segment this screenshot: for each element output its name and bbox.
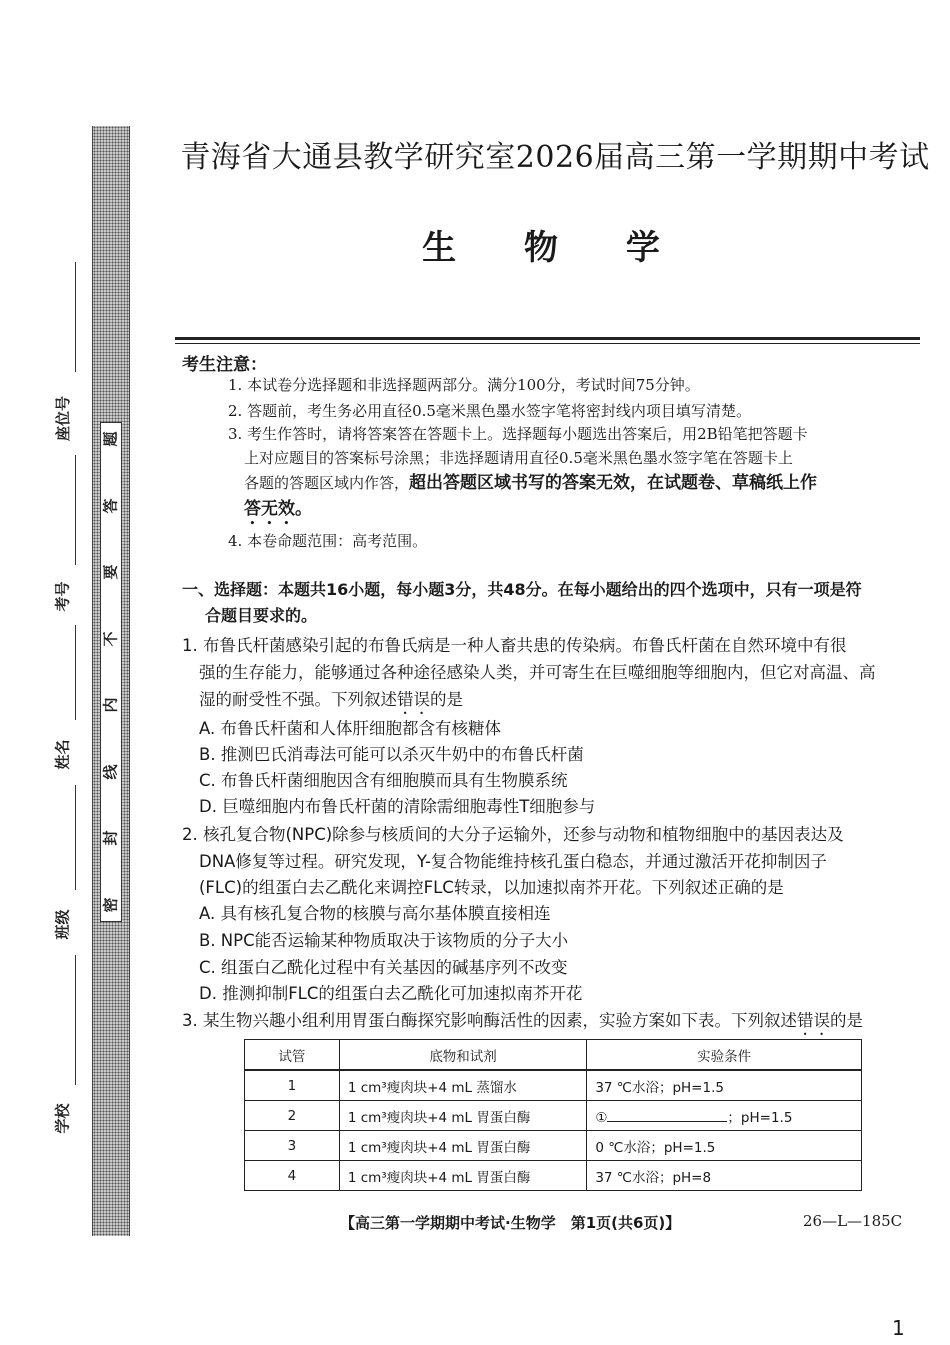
exam-title: 青海省大通县教学研究室2026届高三第一学期期中考试 bbox=[180, 140, 930, 175]
exam-number-field bbox=[42, 570, 82, 620]
name-line[interactable] bbox=[75, 625, 76, 720]
notice-item-3-line-3 bbox=[244, 470, 920, 496]
table-cell-reagent: 1 cm³瘦肉块+4 mL 胃蛋白酶 bbox=[339, 1161, 586, 1191]
name-field bbox=[42, 728, 82, 778]
notice-item-3-emphasis-end: 答无效。 bbox=[244, 499, 312, 519]
class-label: 班级 bbox=[53, 909, 72, 940]
table-cell-condition: 37 ℃水浴；pH=1.5 bbox=[587, 1070, 862, 1101]
seat-number-line[interactable] bbox=[75, 262, 76, 372]
q1-emphasis: 错误 bbox=[397, 690, 430, 709]
blank-marker: ① bbox=[595, 1109, 608, 1126]
section-heading-line-2: 合题目要求的。 bbox=[205, 606, 318, 625]
seal-char: 封 bbox=[101, 830, 120, 846]
table-header-tube: 试管 bbox=[245, 1040, 340, 1071]
notice-item-3-line-4 bbox=[244, 496, 920, 529]
school-line[interactable] bbox=[75, 955, 76, 1085]
footer-paper-code: 26—L—185C bbox=[803, 1212, 903, 1230]
q2-option-a: A. 具有核孔复合物的核膜与高尔基体膜直接相连 bbox=[199, 904, 551, 923]
seal-char: 线 bbox=[101, 764, 120, 780]
table-header-condition: 实验条件 bbox=[587, 1040, 862, 1071]
header-rule-thin bbox=[175, 343, 920, 344]
notice-item-3-plain: 各题的答题区域内作答， bbox=[244, 474, 410, 492]
q3-stem-pre: 3. 某生物兴趣小组利用胃蛋白酶探究影响酶活性的因素，实验方案如下表。下列叙述 bbox=[182, 1011, 797, 1030]
q1-option-b: B. 推测巴氏消毒法可能可以杀灭牛奶中的布鲁氏杆菌 bbox=[199, 745, 584, 764]
exam-number-line[interactable] bbox=[75, 455, 76, 565]
seal-line-box bbox=[100, 422, 122, 922]
notice-item-1: 1. 本试卷分选择题和非选择题两部分。满分100分，考试时间75分钟。 bbox=[228, 376, 700, 394]
table-row bbox=[245, 1131, 862, 1161]
school-label: 学校 bbox=[53, 1103, 72, 1134]
seal-char: 要 bbox=[101, 564, 120, 580]
q1-stem-line-2: 强的生存能力，能够通过各种途径感染人类，并可寄生在巨噬细胞等细胞内，但它对高温、高 bbox=[199, 663, 876, 682]
class-line[interactable] bbox=[75, 785, 76, 890]
q1-stem-pre: 湿的耐受性不强。下列叙述 bbox=[199, 690, 397, 709]
header-rule bbox=[175, 337, 920, 340]
table-cell-condition: 37 ℃水浴；pH=8 bbox=[587, 1161, 862, 1191]
q2-stem-line-3: (FLC)的组蛋白去乙酰化来调控FLC转录，以加速拟南芥开花。下列叙述正确的是 bbox=[199, 878, 784, 897]
table-row bbox=[245, 1101, 862, 1131]
footer-exam-info: 【高三第一学期期中考试·生物学 第1页(共6页)】 bbox=[340, 1214, 681, 1232]
table-cell-condition bbox=[587, 1101, 862, 1131]
q1-stem-post: 的是 bbox=[430, 690, 463, 709]
table-header-row bbox=[245, 1040, 862, 1071]
seal-char: 密 bbox=[101, 897, 120, 913]
experiment-table bbox=[244, 1039, 862, 1191]
section-heading-line-1: 一、选择题：本题共16小题，每小题3分，共48分。在每小题给出的四个选项中，只有一项是符 bbox=[182, 580, 862, 599]
table-cell-reagent: 1 cm³瘦肉块+4 mL 蒸馏水 bbox=[339, 1070, 586, 1101]
notice-item-3-line-2: 上对应题目的答案标号涂黑；非选择题请用直径0.5毫米黑色墨水签字笔在答题卡上 bbox=[244, 449, 793, 467]
seat-number-label: 座位号 bbox=[53, 395, 72, 442]
q1-stem-line-1: 1. 布鲁氏杆菌感染引起的布鲁氏病是一种人畜共患的传染病。布鲁氏杆菌在自然环境中有很 bbox=[182, 636, 847, 655]
notice-item-3-line-1: 3. 考生作答时，请将答案答在答题卡上。选择题每小题选出答案后，用2B铅笔把答题卡 bbox=[228, 425, 808, 443]
table-row bbox=[245, 1070, 862, 1101]
q1-option-a: A. 布鲁氏杆菌和人体肝细胞都含有核糖体 bbox=[199, 719, 501, 738]
table-cell-tube: 2 bbox=[245, 1101, 340, 1131]
notice-heading: 考生注意： bbox=[182, 355, 267, 375]
exam-number-label: 考号 bbox=[53, 581, 72, 612]
table-cell-reagent: 1 cm³瘦肉块+4 mL 胃蛋白酶 bbox=[339, 1131, 586, 1161]
table-cell-reagent: 1 cm³瘦肉块+4 mL 胃蛋白酶 bbox=[339, 1101, 586, 1131]
q2-option-c: C. 组蛋白乙酰化过程中有关基因的碱基序列不改变 bbox=[199, 958, 568, 977]
name-label: 姓名 bbox=[53, 739, 72, 770]
q1-option-d: D. 巨噬细胞内布鲁氏杆菌的清除需细胞毒性T细胞参与 bbox=[199, 797, 596, 816]
table-cell-tube: 1 bbox=[245, 1070, 340, 1101]
q3-emphasis: 错误 bbox=[797, 1011, 830, 1030]
seal-char: 答 bbox=[101, 498, 120, 514]
q1-stem-line-3 bbox=[199, 686, 921, 718]
table-row bbox=[245, 1161, 862, 1191]
seal-char: 不 bbox=[101, 631, 120, 647]
notice-item-3-emphasis: 超出答题区域书写的答案无效，在试题卷、草稿纸上作 bbox=[409, 473, 818, 493]
table-cell-tube: 3 bbox=[245, 1131, 340, 1161]
q2-option-b: B. NPC能否运输某种物质取决于该物质的分子大小 bbox=[199, 931, 569, 950]
seal-char: 题 bbox=[101, 431, 120, 447]
class-field bbox=[42, 898, 82, 948]
notice-item-4: 4. 本卷命题范围：高考范围。 bbox=[228, 532, 428, 550]
school-field bbox=[42, 1092, 82, 1142]
table-cell-condition: 0 ℃水浴；pH=1.5 bbox=[587, 1131, 862, 1161]
q3-stem-line-1 bbox=[182, 1007, 922, 1039]
page-number: 1 bbox=[892, 1316, 905, 1340]
q1-option-c: C. 布鲁氏杆菌细胞因含有细胞膜而具有生物膜系统 bbox=[199, 771, 568, 790]
notice-item-2: 2. 答题前，考生务必用直径0.5毫米黑色墨水签字笔将密封线内项目填写清楚。 bbox=[228, 402, 751, 420]
q2-stem-line-2: DNA修复等过程。研究发现，Y-复合物能维持核孔蛋白稳态，并通过激活开花抑制因子 bbox=[199, 852, 827, 871]
q2-option-d: D. 推测抑制FLC的组蛋白去乙酰化可加速拟南芥开花 bbox=[199, 984, 583, 1003]
subject-title: 生 物 学 bbox=[422, 228, 688, 268]
fill-in-blank bbox=[607, 1109, 727, 1122]
seat-number-field bbox=[42, 388, 82, 448]
condition-ph: ；pH=1.5 bbox=[727, 1109, 793, 1126]
table-header-reagent: 底物和试剂 bbox=[339, 1040, 586, 1071]
seal-char: 内 bbox=[101, 697, 120, 713]
table-cell-tube: 4 bbox=[245, 1161, 340, 1191]
q2-stem-line-1: 2. 核孔复合物(NPC)除参与核质间的大分子运输外，还参与动物和植物细胞中的基因表达及 bbox=[182, 825, 844, 844]
q3-stem-post: 的是 bbox=[830, 1011, 863, 1030]
